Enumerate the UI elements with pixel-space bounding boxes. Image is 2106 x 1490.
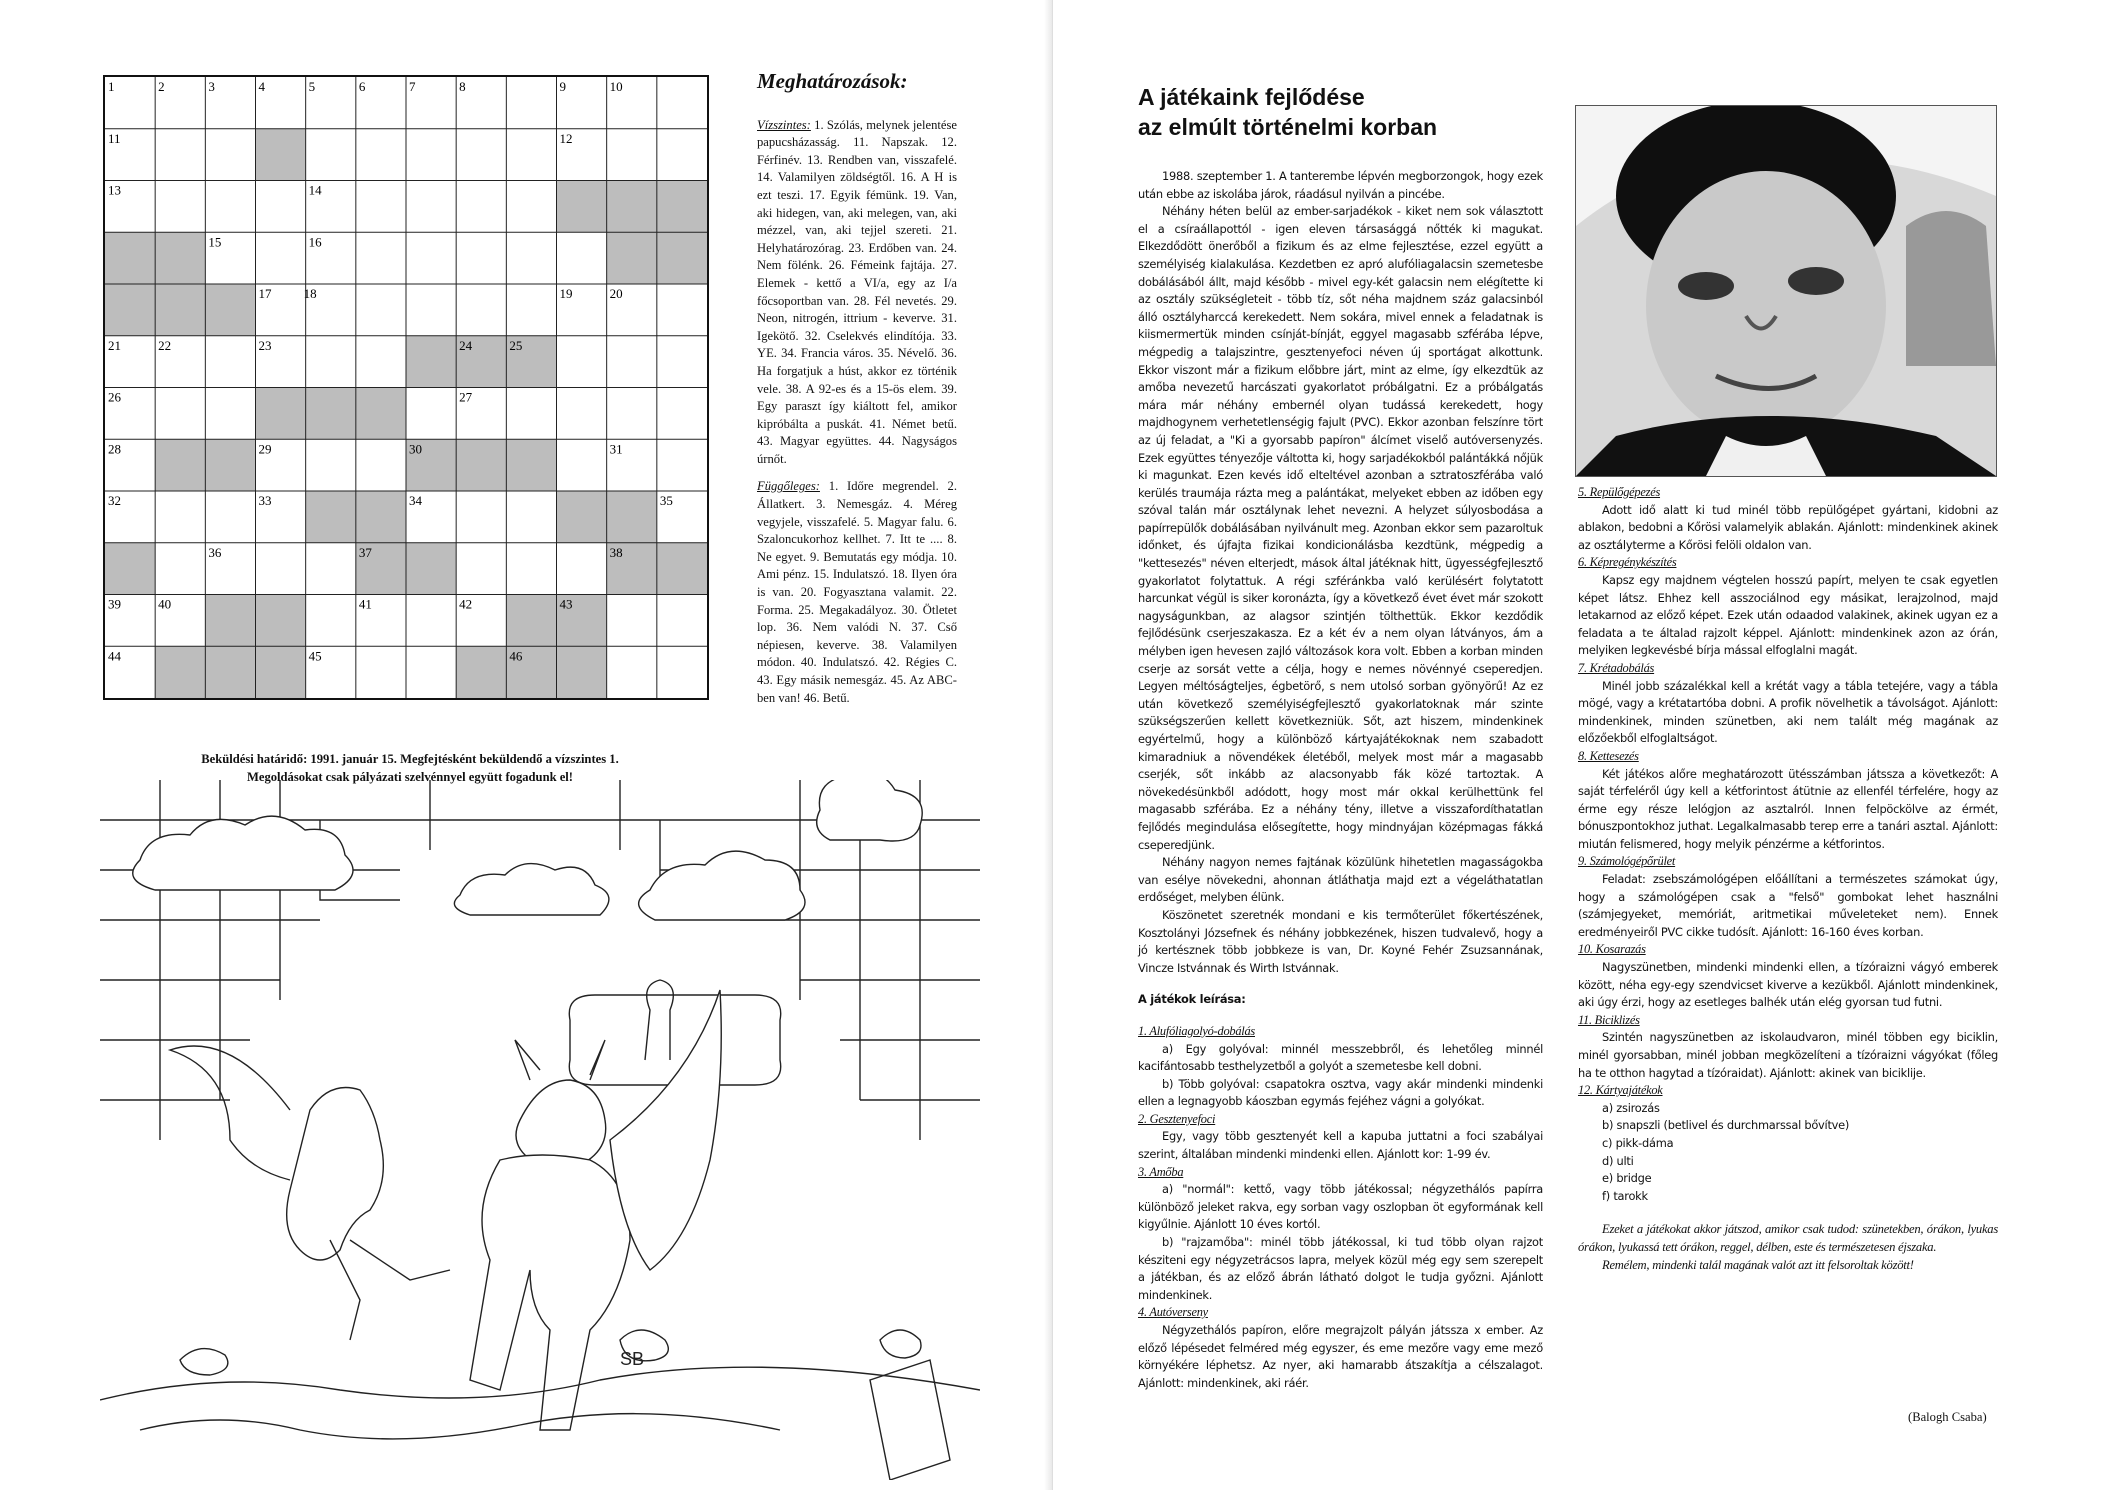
clue-number: 13 xyxy=(108,182,121,198)
shaded-cell xyxy=(105,543,155,595)
clue-number: 1 xyxy=(108,79,115,94)
clue-number: 17 xyxy=(258,286,272,301)
shaded-cell xyxy=(256,595,306,647)
game-title: 2. Gesztenyefoci xyxy=(1138,1111,1216,1126)
game-title: 11. Biciklizés xyxy=(1578,1012,1640,1027)
clue-number: 36 xyxy=(208,544,222,560)
definitions-title: Meghatározások: xyxy=(757,69,908,93)
clue-number: 28 xyxy=(108,441,121,457)
clue-number: 23 xyxy=(258,337,272,353)
game-title: 1. Alufóliagolyó-dobálás xyxy=(1138,1023,1255,1038)
down-label: Függőleges: xyxy=(757,479,820,494)
clue-number: 15 xyxy=(208,234,222,250)
child-photo xyxy=(1575,105,1997,477)
article-paragraph: Néhány nagyon nemes fajtának közülünk hihetetlen magasságokba van esélye növekedni, ahonnan átláthatja majd ezt a végeláthatatlan erdőséget, melyben élünk. xyxy=(1138,855,1543,905)
game-title: 5. Repülőgépezés xyxy=(1578,485,1661,499)
clue-number: 21 xyxy=(108,337,121,353)
shaded-cell xyxy=(155,439,205,491)
game-text: Két játékos alőre meghatározott ütésszámban játssza a következőt: A saját térfeléről úgy kell a kétforintost átütnie az ellenfél térfelére, hogy az érme egy része lelógjon az asztalról. Innen felpöckölve az érmét, bónuszpontokhoz juthat. Legalkalmasabb terep erre a tanári asztal. Ajánlott: miután felismered, hogy melyik pénzérme a kétforintos. xyxy=(1578,766,1998,851)
clue-number: 5 xyxy=(308,79,316,94)
clue-number: 46 xyxy=(509,648,523,664)
game-title: 4. Autóverseny xyxy=(1138,1305,1208,1320)
article-paragraph: Köszönetet szeretnék mondani e kis termőterület főkertészének, Kosztolányi Józsefnek és néhány jobbkezének, hiszen tudvalevő, hogy a jó kertésznek több jobbkeze is van, Dr. Koyné Fehér Zsuzsannának, Vincze Istvánnak és Wirth Istvánnak. xyxy=(1138,907,1543,975)
clue-number: 24 xyxy=(459,337,473,353)
shaded-cell xyxy=(105,284,155,336)
author-credit: (Balogh Csaba) xyxy=(1908,1410,1987,1424)
game-title: 7. Krétadobálás xyxy=(1578,660,1655,675)
clue-number: 19 xyxy=(559,286,573,301)
article-column-2 xyxy=(1578,484,1998,1274)
clue-number: 3 xyxy=(208,79,215,94)
clue-number: 29 xyxy=(258,441,272,457)
clue-number: 41 xyxy=(358,596,372,612)
clue-number: 43 xyxy=(559,596,573,612)
shaded-cell xyxy=(306,388,356,440)
shaded-cell xyxy=(205,595,255,647)
clue-number: 9 xyxy=(559,79,566,94)
article-title-line-2: az elmúlt történelmi korban xyxy=(1138,114,1438,140)
game-title: 10. Kosarazás xyxy=(1578,942,1646,957)
article-paragraph: 1988. szeptember 1. A tanterembe lépvén megborzongok, hogy ezek után ebbe az iskolába járok, ráadásul nyilván a pincébe. xyxy=(1138,169,1543,201)
clue-number: 14 xyxy=(308,182,322,198)
clue-number: 12 xyxy=(559,130,573,146)
shaded-cell xyxy=(205,646,255,698)
game-text: b) Több golyóval: csapatokra osztva, vagy akár mindenki mindenki ellen a legnagyobb káoszban egymás fejéhez vágni a golyókat. xyxy=(1138,1076,1543,1109)
card-games-list xyxy=(1578,1100,1998,1206)
game-text: Minél jobb százalékkal kell a krétát vagy a tábla tetejére, vagy a tábla mögé, vagy a krétatartóba dobni. A profik növelhetik a távolságot. Ajánlott: mindenkinek, minden szünetben, aki nem talált még magának az előzőekből elfoglaltságot. xyxy=(1578,678,1998,746)
shaded-cell xyxy=(155,284,205,336)
crossword-svg xyxy=(105,77,707,698)
game-text: Szintén nagyszünetben az iskolaudvaron, minél többen egy biciklin, minél gyorsabban, minél jobban megközelíteni a tízóraizni vágyókat (főleg ha te otthon hagytad a tízóraidat). Ajánlott: akinek van biciklije. xyxy=(1578,1030,1998,1080)
shaded-cell xyxy=(306,491,356,543)
article-title-line-1: A játékaink fejlődése xyxy=(1138,84,1365,110)
illustration-signature: SB xyxy=(620,1349,645,1369)
shaded-cell xyxy=(557,491,607,543)
clue-number: 6 xyxy=(358,79,366,94)
clue-number: 35 xyxy=(659,493,673,508)
shaded-cell xyxy=(657,232,707,284)
game-title: 9. Számológépőrület xyxy=(1578,854,1676,869)
games-heading: A játékok leírása: xyxy=(1138,992,1246,1007)
game-text: Feladat: zsebszámológépen előállítani a természetes számokat úgy, hogy a számológépen csak a "felső" gombokat lehet használni (számjegyeket, memóriát, aritmetikai műveleteket nem). Ennek eredményeiről PVC cikke tudósít. Ajánlott: 16-160 éves korban. xyxy=(1578,872,1998,939)
cartoon-illustration xyxy=(100,780,980,1480)
clue-number: 32 xyxy=(108,493,121,508)
game-text: Nagyszünetben, mindenki mindenki ellen, a tízóraizni vágyó emberek között, néha egy-egy szendvicset kiverve a kezükből. Ajánlott mindenkinek, aki úgy érzi, hogy az esetleges balhék után elég gyorsan tud futni. xyxy=(1578,960,1998,1010)
list-item: c) pikk-dáma xyxy=(1602,1135,1674,1150)
list-item: b) snapszli (betlivel és durchmarssal bővítve) xyxy=(1602,1118,1850,1133)
article-column-1 xyxy=(1138,168,1543,1392)
shaded-cell xyxy=(657,543,707,595)
clue-number: 16 xyxy=(308,234,322,250)
shaded-cell xyxy=(356,491,406,543)
across-label: Vízszintes: xyxy=(757,117,811,132)
shaded-cell xyxy=(105,232,155,284)
shaded-cell xyxy=(607,181,657,233)
shaded-cell xyxy=(205,439,255,491)
shaded-cell xyxy=(557,646,607,698)
clue-number: 11 xyxy=(108,130,121,146)
clue-number: 8 xyxy=(459,79,466,94)
clue-number: 33 xyxy=(258,493,272,508)
list-item: a) zsirozás xyxy=(1602,1100,1660,1115)
game-title: 6. Képregénykészítés xyxy=(1578,555,1677,570)
clue-number: 27 xyxy=(459,389,473,405)
clue-number: 42 xyxy=(459,596,473,612)
shaded-cell xyxy=(456,439,506,491)
clue-number: 20 xyxy=(609,286,623,301)
shaded-cell xyxy=(456,646,506,698)
shaded-cell xyxy=(356,388,406,440)
clue-number: 25 xyxy=(509,337,523,353)
list-item: d) ulti xyxy=(1602,1153,1634,1168)
deadline-line-1: Beküldési határidő: 1991. január 15. Megfejtésként beküldendő a vízszintes 1. xyxy=(201,752,619,766)
clue-number: 39 xyxy=(108,596,121,612)
shaded-cell xyxy=(506,439,556,491)
clue-number: 18 xyxy=(303,286,317,301)
closing-wish: Remélem, mindenki talál magának valót azt itt felsoroltak között! xyxy=(1602,1257,1914,1272)
game-text: a) "normál": kettő, vagy több játékossal; négyzethálós papírra különböző jeleket rakva, egy sorban vagy oszlopban öt egyformának kell kigyűlnie. Ajánlott 10 éves kortól. xyxy=(1138,1182,1543,1232)
shaded-cell xyxy=(256,129,306,181)
game-text: Kapsz egy majdnem végtelen hosszú papírt, melyen te csak egyetlen képet látsz. Ehhez kell asszociálnod egy másikat, lerajzolnod, majd letakarnod az előző képet. Ezek után odaadod valakinek, akinek ugyan ez a feladata a te általad rajzolt képpel. Ajánlott: mindenkinek azon az órán, melyiken legkevésbé bírja mással elfoglalni magát. xyxy=(1578,572,1998,658)
down-text: 1. Időre megrendel. 2. Állatkert. 3. Nemesgáz. 4. Méreg vegyjele, visszafelé. 5. Magyar falu. 6. Szaloncukorhoz kellhet. 7. Itt te .... 8. Ne egyet. 9. Bemutatás egy módja. 10. Ami pénz. 15. Indulatszó. 18. Ilyen óra is van. 20. Fogyasztana valamit. 22. Forma. 25. Megakadályoz. 30. Ötletet lop. 36. Nem valódi N. 37. Cső népiesen, keverve. 38. Valamilyen módon. 40. Indulatszó. 42. Régies C. 43. Egy másik nemesgáz. 45. Az ABC-ben van! 46. Betű. xyxy=(757,479,957,705)
shaded-cell xyxy=(557,181,607,233)
clue-number: 30 xyxy=(409,441,422,457)
clue-number: 22 xyxy=(158,337,172,353)
shaded-cell xyxy=(256,388,306,440)
across-text: 1. Szólás, melynek jelentése papucsházasság. 11. Napszak. 12. Férfinév. 13. Rendben van, visszafelé. 14. Valamilyen zöldségtől. 16. A H is ezt teszi. 17. Egyik fémünk. 19. Van, aki hidegen, van, aki melegen, van, aki mézzel, van, aki tejjel szereti. 21. Helyhatározórag. 23. Erdőben van. 24. Nem fölénk. 26. Fémeink fajtája. 27. Elemek - kettő a VI/a, egy az I/a főcsoportban van. 28. Fél nevetés. 29. Neon, nitrogén, ittrium - keverve. 31. Igekötő. 32. Cselekvés elindítója. 33. YE. 34. Francia város. 35. Névelő. 36. Ha forgatjuk a húst, akkor ez történik vele. 38. A 92-es és a 15-ös elem. 39. Egy paraszt így kiáltott fel, amikor kipróbálta a puskát. 41. Német betű. 43. Magyar együttes. 44. Nagyságos úrnőt. xyxy=(757,117,957,466)
clue-number: 45 xyxy=(308,648,322,664)
closing-paragraph: Ezeket a játékokat akkor játszod, amikor csak tudod: szünetekben, órákon, lyukas órákon, lyukassá tett órákon, reggel, délben, este és természetesen éjszaka. xyxy=(1578,1222,1998,1254)
shaded-cell xyxy=(506,595,556,647)
shaded-cell xyxy=(155,646,205,698)
deadline-line-2: Megoldásokat csak pályázati szelvénnyel együtt fogadunk el! xyxy=(246,770,574,784)
definitions-column xyxy=(757,69,957,717)
clue-number: 37 xyxy=(358,544,372,560)
down-clues xyxy=(757,478,957,707)
list-item: e) bridge xyxy=(1602,1171,1652,1186)
game-text: Adott idő alatt ki tud minél több repülőgépet gyártani, kidobni az ablakon, bedobni a Kőrösi valamelyik ablakán. Ajánlott: mindenkinek akinek az osztályterme a Kőrösi felöli oldalon van. xyxy=(1578,502,1998,552)
game-text: Egy, vagy több gesztenyét kell a kapuba juttatni a foci szabályai szerint, általában mindenki mindenki ellen. Ajánlott kor: 1-99 év. xyxy=(1138,1129,1543,1162)
across-clues xyxy=(757,117,957,469)
game-title: 3. Amőba xyxy=(1138,1164,1184,1179)
clue-number: 7 xyxy=(409,79,416,94)
game-text: Négyzethálós papíron, előre megrajzolt pályán játssza x ember. Az előző lépésedet felméred még egyszer, és eme mezőre vagy eme mező környékére léphetsz. Az nyer, aki hamarabb átszakítja a célszalagot. Ajánlott: mindenkinek, aki ráér. xyxy=(1138,1323,1543,1390)
child-photo-drawing xyxy=(1576,106,1996,476)
crossword-grid xyxy=(103,75,709,700)
game-title: 12. Kártyajátékok xyxy=(1578,1083,1663,1098)
list-item: f) tarokk xyxy=(1602,1188,1648,1203)
clue-number: 34 xyxy=(409,493,422,508)
shaded-cell xyxy=(256,646,306,698)
game-title: 8. Kettesezés xyxy=(1578,748,1639,763)
shaded-cell xyxy=(406,543,456,595)
clue-number: 2 xyxy=(158,79,165,94)
clue-number: 44 xyxy=(108,648,121,664)
left-page xyxy=(0,0,1051,1490)
game-text: a) Egy golyóval: minnél messzebbről, és lehetőleg minnél kacifántosabb testhelyzetből a golyót a szemetesbe kell dobni. xyxy=(1138,1041,1543,1074)
game-text: b) "rajzamőba": minél több játékossal, ki tud több olyan rajzot késziteni egy négyzetrácsos lapra, melyek közül még egy sem szerepelt a játékban, és az előző ábrán látható dolgot le tudja győzni. Ajánlott mindenkinek. xyxy=(1138,1235,1543,1302)
article-paragraph: Néhány héten belül az ember-sarjadékok - kiket nem sok választott el a csíraállapottól - igen eleven társasággá nőtték ki magukat. Elkezdődött önerőből a fizikum és az elme fejlesztése, ezzel együtt a személyiség kialakulása. Kezdetben ez apró alufóliagalacsin szemetesbe dobálásából állt, majd később - mivel egy-két galacsin nem elégítette ki az osztály szükségleteit - több tíz, sőt néha majdnem száz galacsinból álló osztályharccá kerekedett. Nem sokára, mivel ennek a feladatnak is kiismermertük minden csínját-bínját, eggyel magasabb szférába lépve, mégpedig a talajszintre, gesztenyefoci néven új sportágat alkottunk. Ekkor viszont már a fizikum előbbre járt, mint az elme, így elkezdtük az amőba nevezetű harcászati gyakorlatot próbálgatni. Ez a próbálgatás mára már néhány embernél olyan tudássá kerekedett, hogy majdhogynem verhetetlenségig fajult (PVC). Ekkor azonban felszínre tört az új feladat, a "Ki a gyorsabb papíron" álcímet viselő autóversenyzés. Ezek együttes tényezője váltotta ki, hogy sarjadékokból palántákká nőjük ki magunkat. Ezen kevés idő elteltével azonban a sztratoszférába való kerülés traumája rázta meg a palántákat, melyeket ebben az időben egy szóval talán már osztálynak lehet nevezni. A helyzet súlyosbodása a papírrepülők dobálásában nyilvánult meg. Azonban ekkor sem pazaroltuk időnket, és újfajta fizikai kondicionálásba kezdtünk, mégpedig a "kettesezés" néven elterjedt, mások által játéknak hitt, ügyességfejlesztő gyakorlatot folytattuk. A régi szféránkba való kerülésért folytatott harcunkat végül is siker koronázta, így a következő évet évet már szokott nagyságunkban, az alagsor szintjén tölthettük. Ekkor kezdődik fejlődésünk cserjeszakasza. Ez a két év a nem olyan látványos, ám a mélyben igen hevesen zajló változások kora volt. Ebben a korban minden cserje az sorsát vette a célja, hogy e nemes növénnyé cseperedjen. Legyen méltóságteljes, égbetörő, s nem utolsó sorban gyönyörű! Az ez után következő személyiségfejlesztő gyakorlatoknak már szinte szükségszerűen kellett következniük. Sőt, azt hiszem, mindenkinek egyértelmű, hogy a különböző kártyajátékoknak nem szabadott kimaradniuk a növendékek életéből, melyek most már a magasabb cserjék, sőt inkább az alacsonyabb fák közé tartoztak. A növekedésünkből adódott, hogy most már okkal kerülhettünk fel magasabb szférába. Ez a néhány tény, illetve a visszafordíthatatlan fejlődés megindulása elősegítette, hogy mindnyájan középmagas fákká cseperedjünk. xyxy=(1138,204,1543,852)
clue-number: 4 xyxy=(258,79,265,94)
clue-number: 38 xyxy=(609,544,623,560)
article-title xyxy=(1138,82,1437,142)
clue-number: 31 xyxy=(609,441,623,457)
clue-number: 10 xyxy=(609,79,623,94)
shaded-cell xyxy=(155,232,205,284)
shaded-cell xyxy=(657,181,707,233)
clue-number: 40 xyxy=(158,596,172,612)
shaded-cell xyxy=(607,491,657,543)
shaded-cell xyxy=(205,284,255,336)
shaded-cell xyxy=(406,336,456,388)
clue-number: 26 xyxy=(108,389,121,405)
shaded-cell xyxy=(607,232,657,284)
